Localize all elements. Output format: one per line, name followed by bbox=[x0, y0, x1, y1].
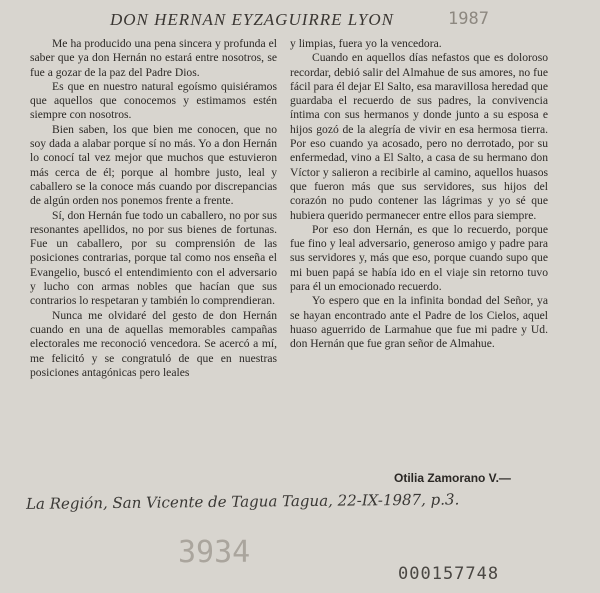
paragraph: Yo espero que en la infinita bondad del Señor, ya se hayan encontrado ante el Padre de los Cielos, aquel huaso aguerrido de Larmahue que fue mi padre y Ud. don Hernán que fue gran señor de Almahue. bbox=[290, 294, 548, 351]
paragraph: Por eso don Hernán, es que lo recuerdo, porque fue fino y leal adversario, generoso amigo y padre para sus servidores y, más que eso, porque cuando supo que mi buen papá se había ido en el viaje sin retorno tuvo para él un emocionado recuerdo. bbox=[290, 222, 548, 294]
article-title: DON HERNAN EYZAGUIRRE LYON bbox=[110, 10, 394, 29]
catalog-code: 000157748 bbox=[398, 564, 500, 584]
handwritten-citation: La Región, San Vicente de Tagua Tagua, 22-IX-1987, p.3. bbox=[25, 490, 460, 513]
handwritten-year: 1987 bbox=[448, 9, 489, 29]
paragraph: Sí, don Hernán fue todo un caballero, no por sus resonantes apellidos, no por sus bienes de fortunas. Fue un caballero, por su comprensión de las posiciones contrarias, porque tal como nos enseña el Evangelio, buscó el entendimiento con el adversario y lucho con armas nobles que hacían que sus contrarios lo respetaran y también lo comprendieran. bbox=[30, 208, 277, 308]
paragraph: Bien saben, los que bien me conocen, que no soy dada a alabar porque sí no más. Yo a don Hernán lo conocí tal vez mejor que muchos que estuvieron más cerca de él; porque al hombre justo, leal y caballero se la conoce más cuando por discrepancias de algún orden nos ponemos frente a frente. bbox=[30, 122, 277, 208]
archive-number: 3934 bbox=[178, 535, 251, 570]
left-column bbox=[30, 37, 277, 380]
author-signature: Otilia Zamorano V.— bbox=[394, 471, 511, 485]
right-column bbox=[290, 37, 548, 352]
paragraph: Es que en nuestro natural egoísmo quisiéramos que aquellos que conocemos y estimamos estén siempre con nosotros. bbox=[30, 79, 277, 122]
paragraph: Me ha producido una pena sincera y profunda el saber que ya don Hernán no estará entre nosotros, se fue a gozar de la paz del Padre Dios. bbox=[30, 37, 277, 79]
paragraph: y limpias, fuera yo la vencedora. bbox=[290, 37, 442, 50]
paragraph: Nunca me olvidaré del gesto de don Hernán cuando en una de aquellas memorables campañas electorales me reconoció vencedora. Se acercó a mí, me felicitó y se congratuló de que en nuestras posiciones antagónicas pero leales bbox=[30, 308, 277, 379]
paragraph: Cuando en aquellos días nefastos que es doloroso recordar, debió salir del Almahue de sus amores, no fue fácil para él dejar El Salto, esa maravillosa heredad que guardaba el recuerdo de sus padres, la convivencia íntima con sus hermanos y donde junto a su esposa e hijos gozó de la alegría de vivir en esa hermosa tierra. Por eso cuando ya acosado, pero no derrotado, por su enfermedad, vino a El Salto, a casa de su hermano don Víctor y salieron a recibirle al camino, aquellos huasos que fueron más que sus servidores, sus hijos del corazón no pudo contener las lágrimas y yo sé que hubiera querido permanecer entre ellos para siempre. bbox=[290, 51, 548, 222]
